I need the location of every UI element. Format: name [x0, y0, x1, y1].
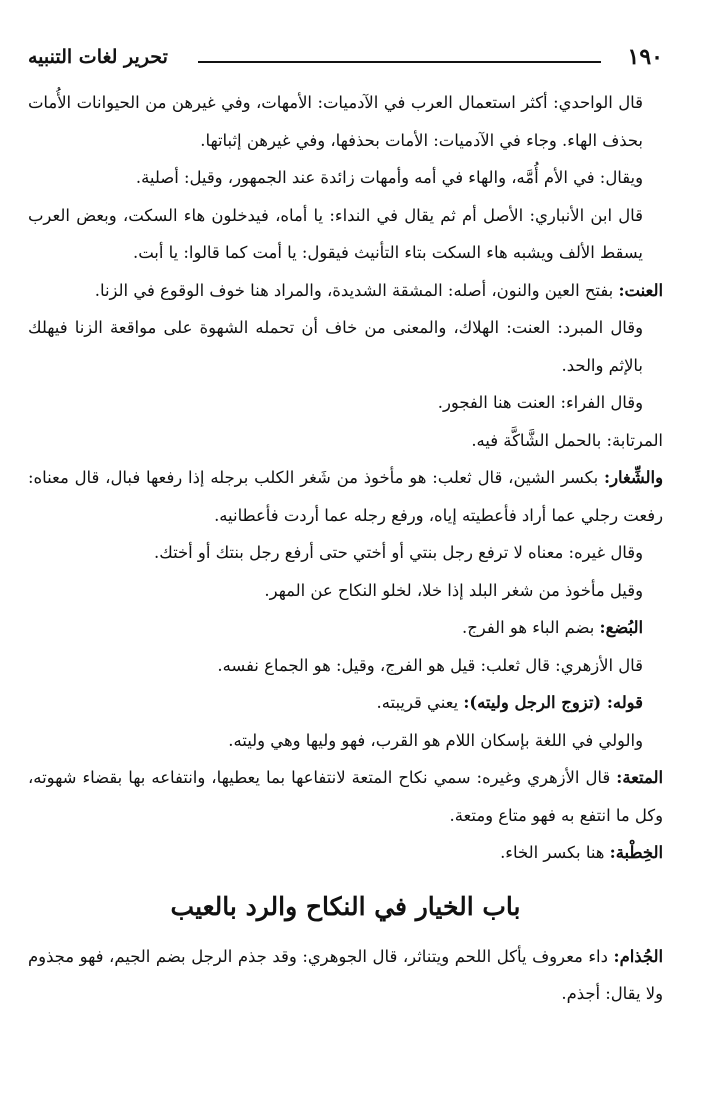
paragraph: [28, 572, 663, 610]
paragraph: [28, 159, 663, 197]
paragraph-text: هنا بكسر الخاء.: [500, 843, 610, 862]
paragraph-text: قال الواحدي: أكثر استعمال العرب في الآدميات: الأمهات، وفي غيرهن من الحيوانات الأُمات بحذف الهاء. وجاء في الآدميات: الأمات بحذفها، وفي غيرهن إثباتها.: [28, 93, 643, 150]
paragraph: [28, 422, 663, 460]
paragraph-text: قال الأزهري: قال ثعلب: قيل هو الفرج، وقيل: هو الجماع نفسه.: [217, 655, 643, 675]
paragraph-term: قوله: (تزوج الرجل وليته):: [463, 693, 643, 712]
paragraph-text: وقال الفراء: العنت هنا الفجور.: [437, 393, 643, 412]
paragraph: [28, 459, 663, 534]
paragraph-text: بكسر الشين، قال ثعلب: هو مأخوذ من شَغر الكلب برجله إذا رفعها فبال، قال معناه: رفعت رجلي عما أراد فأعطيته إياه، ورفع رجله عما أردت فأعطانيه.: [28, 468, 663, 525]
paragraph: [28, 197, 663, 272]
page-number: ١٩٠: [627, 44, 663, 70]
section-heading: باب الخيار في النكاح والرد بالعيب: [170, 891, 521, 921]
paragraph-term: الخِطْبة:: [609, 843, 663, 862]
paragraph-text: بضم الباء هو الفرج.: [462, 618, 600, 637]
paragraph: [28, 938, 663, 1013]
paragraph-text: قال الأزهري وغيره: سمي نكاح المتعة لانتفاعها بما يعطيها، وانتفاعه بها بقضاء شهوته، وكل ما انتفع به فهو متاع ومتعة.: [28, 768, 663, 825]
paragraph-text: بفتح العين والنون، أصله: المشقة الشديدة، والمراد هنا خوف الوقوع في الزنا.: [94, 280, 619, 300]
paragraph-text: داء معروف يأكل اللحم ويتناثر، قال الجوهري: وقد جذم الرجل بضم الجيم، فهو مجذوم ولا يقال: أجذم.: [28, 946, 663, 1003]
paragraph: [28, 834, 663, 872]
paragraph: [28, 684, 663, 722]
paragraph: [28, 759, 663, 834]
paragraph: [28, 384, 663, 422]
paragraph-term: المتعة:: [616, 768, 663, 787]
paragraph-text: وقال المبرد: العنت: الهلاك، والمعنى من خاف أن تحمله الشهوة على مواقعة الزنا فيهلك بالإثم والحد.: [28, 318, 643, 375]
paragraph: [28, 272, 663, 310]
page-header: [28, 44, 663, 76]
paragraph-text: يعني قريبته.: [376, 693, 464, 712]
paragraph: [28, 722, 663, 760]
paragraph-term: العنت:: [618, 280, 663, 300]
paragraph: [28, 84, 663, 159]
paragraph-text: المرتابة: بالحمل الشَّاكَّة فيه.: [471, 430, 663, 450]
book-title: تحرير لغات التنبيه: [28, 46, 168, 68]
paragraph-term: والشِّغار:: [604, 468, 663, 487]
paragraph-term: البُضع:: [599, 618, 643, 637]
paragraph-text: وقيل مأخوذ من شغر البلد إذا خلا، لخلو النكاح عن المهر.: [264, 580, 643, 600]
paragraph-text: وقال غيره: معناه لا ترفع رجل بنتي أو أختي حتى أرفع رجل بنتك أو أختك.: [154, 543, 643, 562]
page-body: [28, 84, 663, 1013]
header-rule: [198, 61, 601, 63]
paragraph: [28, 534, 663, 572]
paragraph: [28, 647, 663, 685]
paragraph-text: ويقال: في الأم أُمَّه، والهاء في أمه وأمهات زائدة عند الجمهور، وقيل: أصلية.: [135, 168, 643, 187]
paragraph-term: الجُذام:: [613, 946, 663, 966]
paragraph-text: قال ابن الأنباري: الأصل أم ثم يقال في النداء: يا أماه، فيدخلون هاء السكت، وبعض العرب يسقط الألف ويشبه هاء السكت بتاء التأنيث فيقول: يا أمت كما قالوا: يا أبت.: [28, 205, 643, 262]
paragraph: [28, 309, 663, 384]
paragraph: [28, 609, 663, 647]
paragraph-text: والولي في اللغة بإسكان اللام هو القرب، فهو وليها وهي وليته.: [228, 730, 643, 750]
